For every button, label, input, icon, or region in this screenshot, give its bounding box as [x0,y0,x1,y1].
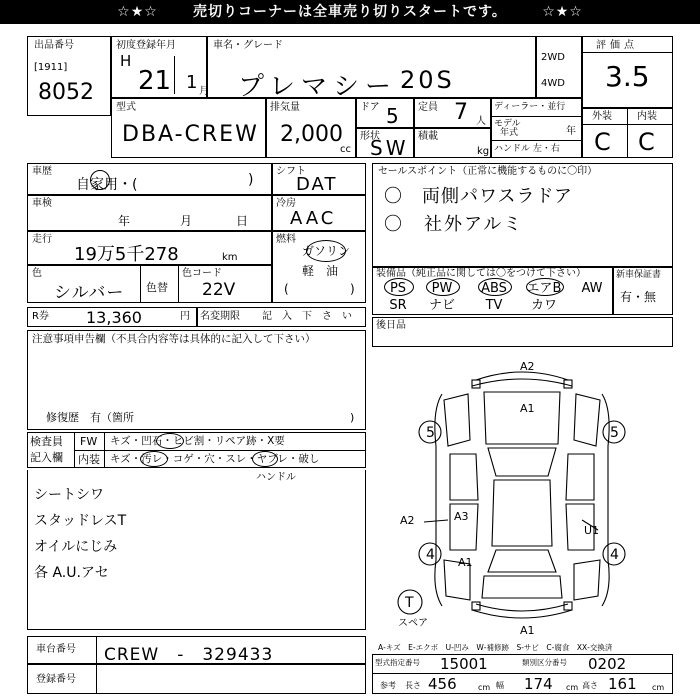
dealer-year-unit: 年 [566,126,576,137]
equip-sr: SR [389,298,407,313]
spec-type-value: 15001 [440,655,488,673]
score-label: 評価点 [596,40,638,51]
lot-number: 8052 [38,80,94,105]
inspector-fw-items: キズ・凹石・ヒビ割・リペア跡・X要 [110,435,285,447]
spec-width-unit: cm [566,683,579,692]
reg-month: 1 [186,72,198,93]
doors-label: ドア [360,102,380,113]
car-grade: 20S [400,66,455,94]
post-box [372,317,673,347]
mileage-label: 走行 [32,234,52,245]
reg-year: 21 [138,66,172,96]
inspector-label2: 記入欄 [30,451,63,464]
shift-label: シフト [276,166,306,177]
lot-label: 出品番号 [34,40,74,51]
equipment-label: 装備品（純正品に関しては〇をつけて下さい） [376,268,586,279]
spec-height: 161 [608,675,637,693]
color-code-label: 色コード [182,268,222,279]
banner-text: 売切りコーナーは全車売り切りスタートです。 [193,4,507,20]
r-ticket-label: R券 [32,311,49,322]
car-label: 車名・グレード [213,40,283,51]
reg-month-unit: 月 [199,86,209,97]
color-change-label: 色替 [146,281,168,294]
inspector-handle-note: ハンドル [256,472,296,483]
damage-mark-hood: A1 [520,402,535,415]
equip-navi: ナビ [428,298,455,313]
mileage-unit: km [222,252,238,263]
shape-value: SW [370,136,409,160]
banner-stars-right: ☆★☆ [542,4,583,20]
reg-label: 初度登録年月 [116,40,176,51]
remark-2: スタッドレスT [34,513,127,529]
damage-mark-left-side: A2 [400,514,415,527]
inspector-fw: FW [80,435,98,448]
fuel-label: 燃料 [276,234,296,245]
damage-mark-wheel-fr: 5 [610,425,619,441]
equip-leather: カワ [530,298,557,313]
damage-mark-wheel-rl: 4 [426,547,435,563]
color-value: シルバー [54,283,125,303]
warranty-value: 有・無 [620,290,657,304]
dealer-model-label: モデル [494,119,521,129]
notes-label: 注意事項申告欄（不具合内容等は具体的に記入して下さい） [32,333,316,345]
color-code: 22V [202,280,236,300]
history-label: 車歴 [32,166,52,177]
spare-label: スペア [398,618,428,629]
load-unit: kg [477,146,490,157]
damage-mark-front-bumper: A2 [520,360,535,373]
spec-ref: 参考 [380,681,396,690]
doors-value: 5 [386,104,399,128]
damage-mark-rear-bumper: A1 [520,624,535,637]
inspection-day-unit: 日 [236,214,249,228]
inspector-int-items: キズ・汚レ・コゲ・穴・スレ・ヤブレ・破し [110,453,320,465]
sales-point-label: セールスポイント（正常に機能するものに〇印） [378,166,598,177]
spec-class-value: 0202 [588,655,627,673]
color-label: 色 [32,268,42,279]
post-label: 後日品 [376,320,406,331]
r-ticket-unit: 円 [180,311,190,322]
history-close: ) [248,172,254,188]
fuel-diesel: 軽 油 [302,264,339,278]
damage-mark-right-door: U1 [584,524,600,537]
sales-point-item-2: 〇 社外アルミ [384,214,524,235]
model-label: 型式 [116,102,136,113]
spec-class-label: 類別区分番号 [522,658,567,667]
capacity-value: 7 [454,100,468,125]
notes-repair-label: 修復歴 有（箇所 [46,411,134,424]
cooling-value: AAC [290,208,337,229]
dealer-handle: ハンドル 左・右 [494,144,560,154]
mileage-value: 19万5千278 [74,244,179,265]
tax-value: 記 入 下 さ い [262,311,352,322]
displacement-unit: cc [340,144,351,155]
equip-tv: TV [485,298,503,313]
displacement-value: 2,000 [280,122,343,147]
inspector-int: 内装 [78,453,100,466]
spec-height-unit: cm [652,683,665,692]
car-name: プレマシー [238,72,397,102]
fuel-paren-l: ( [284,282,289,296]
damage-mark-left-door: A3 [454,510,469,523]
shape-label: 形状 [360,131,380,142]
damage-legend: A‐キズ E‐エクボ U‐凹み W‐補修跡 S‐サビ C‐腐食 XX‐交換済 [378,643,613,652]
warranty-label: 新車保証書 [616,270,662,280]
equip-abs: ABS [481,281,507,296]
equip-ps: PS [389,281,407,296]
inspection-label: 車検 [32,198,52,209]
int-value: C [638,128,655,156]
spec-type-label: 型式指定番号 [375,658,420,667]
notes-repair-close: ) [350,411,355,424]
ext-value: C [594,128,611,156]
equip-pw: PW [431,281,453,296]
capacity-label: 定員 [418,102,438,113]
load-label: 積載 [418,131,438,142]
inspector-label1: 検査員 [30,435,63,448]
registration-label: 登録番号 [36,674,76,685]
header-banner [0,0,700,24]
spec-length-unit: cm [478,683,491,692]
spec-length: 456 [428,675,457,693]
spec-length-label: 長さ [405,681,421,690]
tax-label: 名変期限 [200,311,240,322]
spec-width-label: 幅 [496,681,504,690]
history-box [27,163,272,195]
drive-2wd: 2WD [541,52,565,63]
int-label: 内装 [637,111,657,122]
banner-stars-left: ☆★☆ [117,4,158,20]
equip-airbag: エアB [526,281,562,296]
score-value: 3.5 [605,60,650,93]
damage-mark-spare: T [405,595,414,611]
remark-4: 各 A.U.アセ [34,565,109,581]
chassis-label: 車台番号 [36,644,76,655]
remark-3: オイルにじみ [34,539,118,555]
equip-aw: AW [581,281,603,296]
reg-era: H [120,52,132,70]
model-value: DBA-CREW [122,122,259,147]
capacity-unit: 人 [476,116,486,127]
cooling-label: 冷房 [276,198,296,209]
remark-1: シートシワ [34,487,104,503]
registration-box [27,664,366,694]
fuel-gas: ガソリン [302,244,351,258]
inspection-month-unit: 月 [180,214,193,228]
drive-4wd: 4WD [541,78,565,89]
history-value: 自家用・( [76,177,138,193]
spec-width: 174 [524,675,553,693]
dealer-label: ディーラー・並行 [494,102,566,112]
r-ticket-value: 13,360 [86,308,142,327]
damage-mark-rear-left: A1 [458,556,473,569]
shift-value: DAT [296,174,338,195]
car-damage-diagram [372,350,673,640]
inspection-year-unit: 年 [118,214,131,228]
ext-label: 外装 [592,111,612,122]
sales-point-item-1: 〇 両側パワスラドア [384,186,573,207]
displacement-label: 排気量 [270,102,300,113]
damage-mark-wheel-rr: 4 [610,547,619,563]
dealer-year-label: 年式 [500,128,519,138]
damage-mark-wheel-fl: 5 [426,425,435,441]
fuel-paren-r: ) [350,282,355,296]
lot-sub: [1911] [34,62,68,73]
chassis-value: CREW - 329433 [104,645,274,665]
spec-height-label: 高さ [582,681,598,690]
